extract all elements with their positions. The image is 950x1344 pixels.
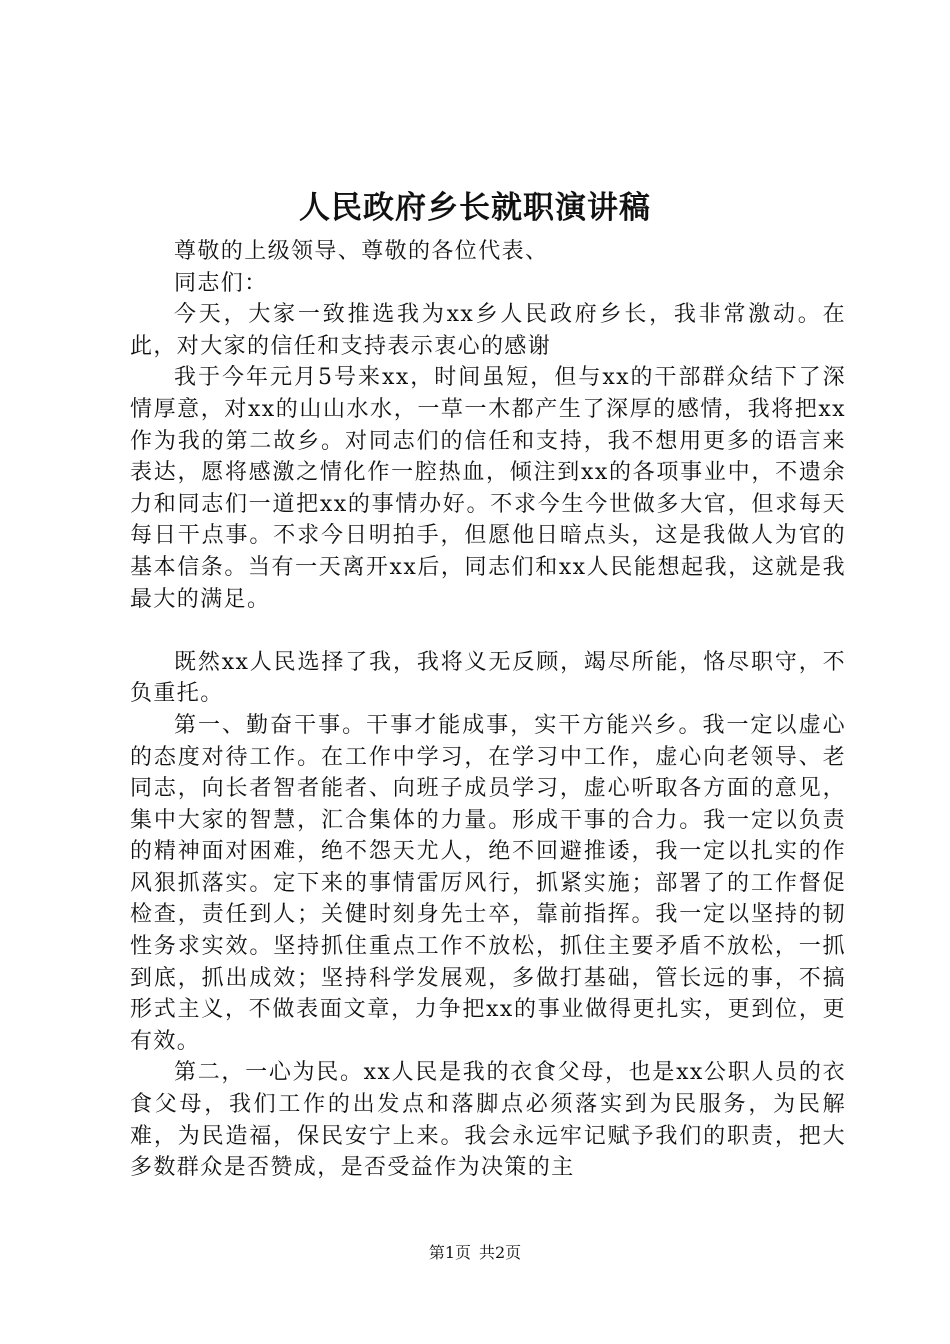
body-paragraph: 第一、勤奋干事。干事才能成事，实干方能兴乡。我一定以虚心的态度对待工作。在工作中学习，在学习中工作，虚心向老领导、老同志，向长者智者能者、向班子成员学习，虚心听取各方面的意见，集中大家的智慧，汇合集体的力量。形成干事的合力。我一定以负责的精神面对困难，绝不怨天尤人，绝不回避推诿，我一定以扎实的作风狠抓落实。定下来的事情雷厉风行，抓紧实施；部署了的工作督促检查，责任到人；关健时刻身先士卒，靠前指挥。我一定以坚持的韧性务求实效。坚持抓住重点工作不放松，抓住主要矛盾不放松，一抓到底，抓出成效；坚持科学发展观，多做打基础，管长远的事，不搞形式主义，不做表面文章，力争把xx的事业做得更扎实，更到位，更有效。 [130, 712, 846, 1054]
page-total: 共2页 [479, 1243, 522, 1262]
salutation-line: 尊敬的上级领导、尊敬的各位代表、 [174, 239, 549, 264]
body-paragraph: 我于今年元月5号来xx，时间虽短，但与xx的干部群众结下了深情厚意，对xx的山山水水，一草一木都产生了深厚的感情，我将把xx作为我的第二故乡。对同志们的信任和支持，我不想用更多的语言来表达，愿将感激之情化作一腔热血，倾注到xx的各项事业中，不遗余力和同志们一道把xx的事情办好。不求今生今世做多大官，但求每天每日干点事。不求今日明拍手，但愿他日暗点头，这是我做人为官的基本信条。当有一天离开xx后，同志们和xx人民能想起我，这就是我最大的满足。 [130, 365, 846, 612]
body-paragraph: 既然xx人民选择了我，我将义无反顾，竭尽所能，恪尽职守，不负重托。 [130, 649, 846, 707]
document-body [130, 236, 846, 1184]
body-paragraph: 第二，一心为民。xx人民是我的衣食父母，也是xx公职人员的衣食父母，我们工作的出发点和落脚点必须落实到为民服务，为民解难，为民造福，保民安宁上来。我会永远牢记赋予我们的职责，把大多数群众是否赞成，是否受益作为决策的主 [130, 1060, 846, 1181]
page-footer [0, 1242, 950, 1264]
body-paragraph: 今天，大家一致推选我为xx乡人民政府乡长，我非常激动。在此，对大家的信任和支持表示衷心的感谢 [130, 302, 846, 359]
document-title: 人民政府乡长就职演讲稿 [299, 190, 651, 226]
page-number: 第1页 [428, 1243, 471, 1262]
salutation-line: 同志们： [174, 270, 268, 296]
